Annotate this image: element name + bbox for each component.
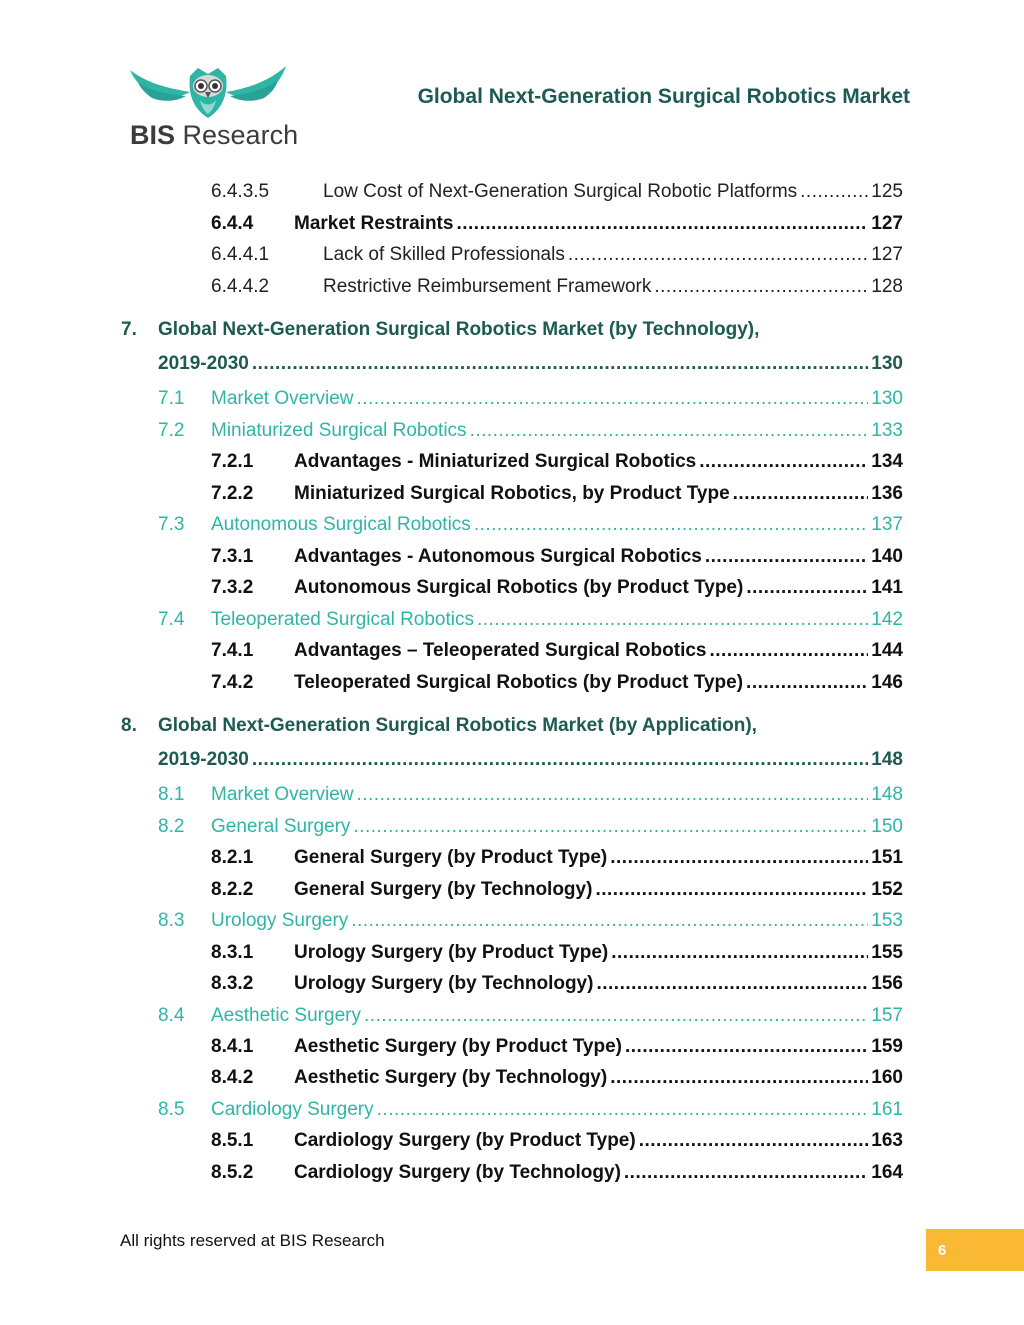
toc-entry-label: Teleoperated Surgical Robotics [211,609,474,630]
toc-entry-label: Urology Surgery (by Technology) [294,973,594,994]
owl-logo-icon [128,62,288,122]
toc-entry-number: 7.3.2 [211,577,254,598]
toc-entry[interactable] [211,846,903,870]
toc-entry-page: 156 [871,973,903,994]
toc-entry-page: 136 [871,483,903,504]
toc-leader-dots [639,1129,869,1153]
toc-entry-number: 8.5.1 [211,1130,254,1151]
toc-entry[interactable] [211,545,903,569]
toc-entry-label: Aesthetic Surgery (by Technology) [294,1067,608,1088]
toc-entry-label: Advantages - Autonomous Surgical Robotics [294,546,702,567]
toc-entry[interactable] [211,1161,903,1185]
toc-chapter-label-line2: 2019-2030 [158,353,249,374]
toc-entry[interactable] [158,419,903,443]
toc-entry-number: 6.4.4.2 [211,276,270,297]
toc-entry-label: Autonomous Surgical Robotics [211,514,471,535]
toc-entry-label: Urology Surgery [211,910,349,931]
toc-entry-number: 7.4.1 [211,640,254,661]
toc-entry-label: Low Cost of Next-Generation Surgical Robotic Platforms [323,181,798,202]
toc-chapter-number: 7. [121,319,137,340]
toc-entry[interactable] [211,243,903,267]
toc-entry-page: 157 [871,1005,903,1026]
toc-leader-dots [610,846,868,870]
toc-entry[interactable] [158,513,903,537]
toc-entry-label: Teleoperated Surgical Robotics (by Product Type) [294,672,744,693]
toc-entry-label: Lack of Skilled Professionals [323,244,565,265]
toc-entry-page: 137 [871,514,903,535]
toc-entry-page: 160 [871,1067,903,1088]
toc-entry-label: Restrictive Reimbursement Framework [323,276,652,297]
toc-entry-label: General Surgery (by Product Type) [294,847,608,868]
toc-leader-dots [568,243,868,267]
toc-leader-dots [709,639,868,663]
toc-leader-dots [746,576,868,600]
toc-entry[interactable] [211,1066,903,1090]
footer-rights: All rights reserved at BIS Research [120,1231,385,1250]
toc-entry[interactable] [211,639,903,663]
toc-entry-page: 155 [871,942,903,963]
toc-entry-label: Advantages – Teleoperated Surgical Robotics [294,640,707,661]
toc-entry-page: 151 [871,847,903,868]
toc-chapter-label: Global Next-Generation Surgical Robotics Market (by Technology), [158,319,760,340]
toc-entry-label: General Surgery (by Technology) [294,879,593,900]
toc-leader-dots [377,1098,869,1122]
toc-entry-number: 8.4 [158,1005,185,1026]
toc-leader-dots [595,878,868,902]
toc-leader-dots [252,352,868,376]
toc-entry[interactable] [211,180,903,204]
toc-leader-dots [705,545,868,569]
toc-entry-number: 8.5 [158,1099,185,1120]
toc-entry-number: 8.5.2 [211,1162,254,1183]
toc-leader-dots [353,815,868,839]
toc-leader-dots [596,972,868,996]
toc-entry-number: 6.4.4.1 [211,244,270,265]
toc-chapter-page: 148 [871,749,903,770]
toc-entry[interactable] [158,1004,903,1028]
toc-entry-number: 7.3 [158,514,185,535]
page-header-title: Global Next-Generation Surgical Robotics Market [417,85,910,108]
toc-entry[interactable] [211,1129,903,1153]
toc-chapter-label-line2: 2019-2030 [158,749,249,770]
toc-entry-label: General Surgery [211,816,351,837]
toc-leader-dots [733,482,869,506]
toc-entry-label: Aesthetic Surgery [211,1005,361,1026]
toc-entry-number: 7.3.1 [211,546,254,567]
toc-entry-page: 140 [871,546,903,567]
toc-entry-page: 130 [871,388,903,409]
toc-entry-page: 163 [871,1130,903,1151]
toc-entry-number: 6.4.3.5 [211,181,270,202]
toc-entry[interactable] [211,212,903,236]
toc-entry-page: 134 [871,451,903,472]
toc-entry-page: 148 [871,784,903,805]
toc-entry-number: 7.2.2 [211,483,254,504]
toc-chapter-8-heading[interactable] [121,714,757,738]
toc-leader-dots [800,180,868,204]
toc-entry-page: 144 [871,640,903,661]
toc-entry-label: Aesthetic Surgery (by Product Type) [294,1036,622,1057]
toc-entry[interactable] [211,1035,903,1059]
toc-entry-number: 7.2 [158,420,185,441]
toc-entry[interactable] [211,275,903,299]
toc-leader-dots [357,387,869,411]
toc-entry-page: 150 [871,816,903,837]
toc-leader-dots [746,671,868,695]
logo-wordmark: BIS Research [130,120,299,150]
toc-entry[interactable] [158,909,903,933]
toc-leader-dots [477,608,868,632]
toc-entry[interactable] [158,387,903,411]
toc-entry-label: Cardiology Surgery (by Product Type) [294,1130,636,1151]
toc-chapter-8-continuation[interactable] [158,748,903,772]
toc-entry-number: 8.4.2 [211,1067,254,1088]
toc-entry[interactable] [211,941,903,965]
toc-leader-dots [357,783,869,807]
toc-entry-number: 8.1 [158,784,185,805]
page-number-badge: 6 [926,1229,1024,1271]
toc-entry-number: 8.2.1 [211,847,254,868]
toc-leader-dots [474,513,868,537]
toc-leader-dots [611,941,868,965]
toc-entry-number: 8.3 [158,910,185,931]
toc-entry-label: Autonomous Surgical Robotics (by Product Type) [294,577,744,598]
toc-entry-page: 164 [871,1162,903,1183]
toc-entry-label: Market Restraints [294,213,454,234]
toc-entry-page: 146 [871,672,903,693]
toc-entry-label: Market Overview [211,784,354,805]
toc-entry-page: 125 [871,181,903,202]
toc-entry-label: Miniaturized Surgical Robotics, by Product Type [294,483,730,504]
toc-entry[interactable] [211,671,903,695]
toc-leader-dots [252,748,868,772]
toc-entry-page: 153 [871,910,903,931]
toc-entry-label: Urology Surgery (by Product Type) [294,942,609,963]
toc-entry-number: 7.1 [158,388,185,409]
toc-entry[interactable] [158,608,903,632]
toc-leader-dots [699,450,868,474]
toc-entry[interactable] [158,815,903,839]
toc-chapter-number: 8. [121,715,137,736]
toc-entry[interactable] [211,482,903,506]
toc-leader-dots [625,1035,868,1059]
toc-chapter-page: 130 [871,353,903,374]
toc-entry-page: 127 [871,244,903,265]
toc-chapter-7-continuation[interactable] [158,352,903,376]
toc-entry-page: 127 [871,213,903,234]
toc-entry-number: 7.4 [158,609,185,630]
toc-entry-page: 142 [871,609,903,630]
toc-leader-dots [364,1004,868,1028]
toc-leader-dots [654,275,868,299]
toc-entry-number: 8.3.2 [211,973,254,994]
toc-entry[interactable] [211,878,903,902]
toc-entry-label: Cardiology Surgery (by Technology) [294,1162,621,1183]
toc-entry[interactable] [211,450,903,474]
toc-entry-number: 6.4.4 [211,213,254,234]
toc-entry-label: Advantages - Miniaturized Surgical Robotics [294,451,697,472]
toc-chapter-label: Global Next-Generation Surgical Robotics Market (by Application), [158,715,757,736]
toc-entry-page: 133 [871,420,903,441]
toc-leader-dots [610,1066,868,1090]
toc-leader-dots [470,419,869,443]
toc-chapter-7-heading[interactable] [121,318,759,342]
toc-entry-number: 8.4.1 [211,1036,254,1057]
bis-research-logo [128,62,299,152]
toc-entry-page: 152 [871,879,903,900]
toc-entry-label: Market Overview [211,388,354,409]
toc-entry-page: 159 [871,1036,903,1057]
toc-entry-page: 141 [871,577,903,598]
toc-entry-page: 161 [871,1099,903,1120]
toc-entry-label: Miniaturized Surgical Robotics [211,420,467,441]
toc-entry-page: 128 [871,276,903,297]
toc-leader-dots [624,1161,868,1185]
toc-entry-number: 8.2.2 [211,879,254,900]
toc-entry[interactable] [211,972,903,996]
toc-entry-number: 8.3.1 [211,942,254,963]
toc-entry[interactable] [158,1098,903,1122]
toc-entry-number: 8.2 [158,816,185,837]
toc-entry-number: 7.4.2 [211,672,254,693]
toc-leader-dots [456,212,868,236]
toc-entry[interactable] [211,576,903,600]
toc-entry[interactable] [158,783,903,807]
toc-leader-dots [351,909,868,933]
toc-entry-label: Cardiology Surgery [211,1099,374,1120]
toc-entry-number: 7.2.1 [211,451,254,472]
